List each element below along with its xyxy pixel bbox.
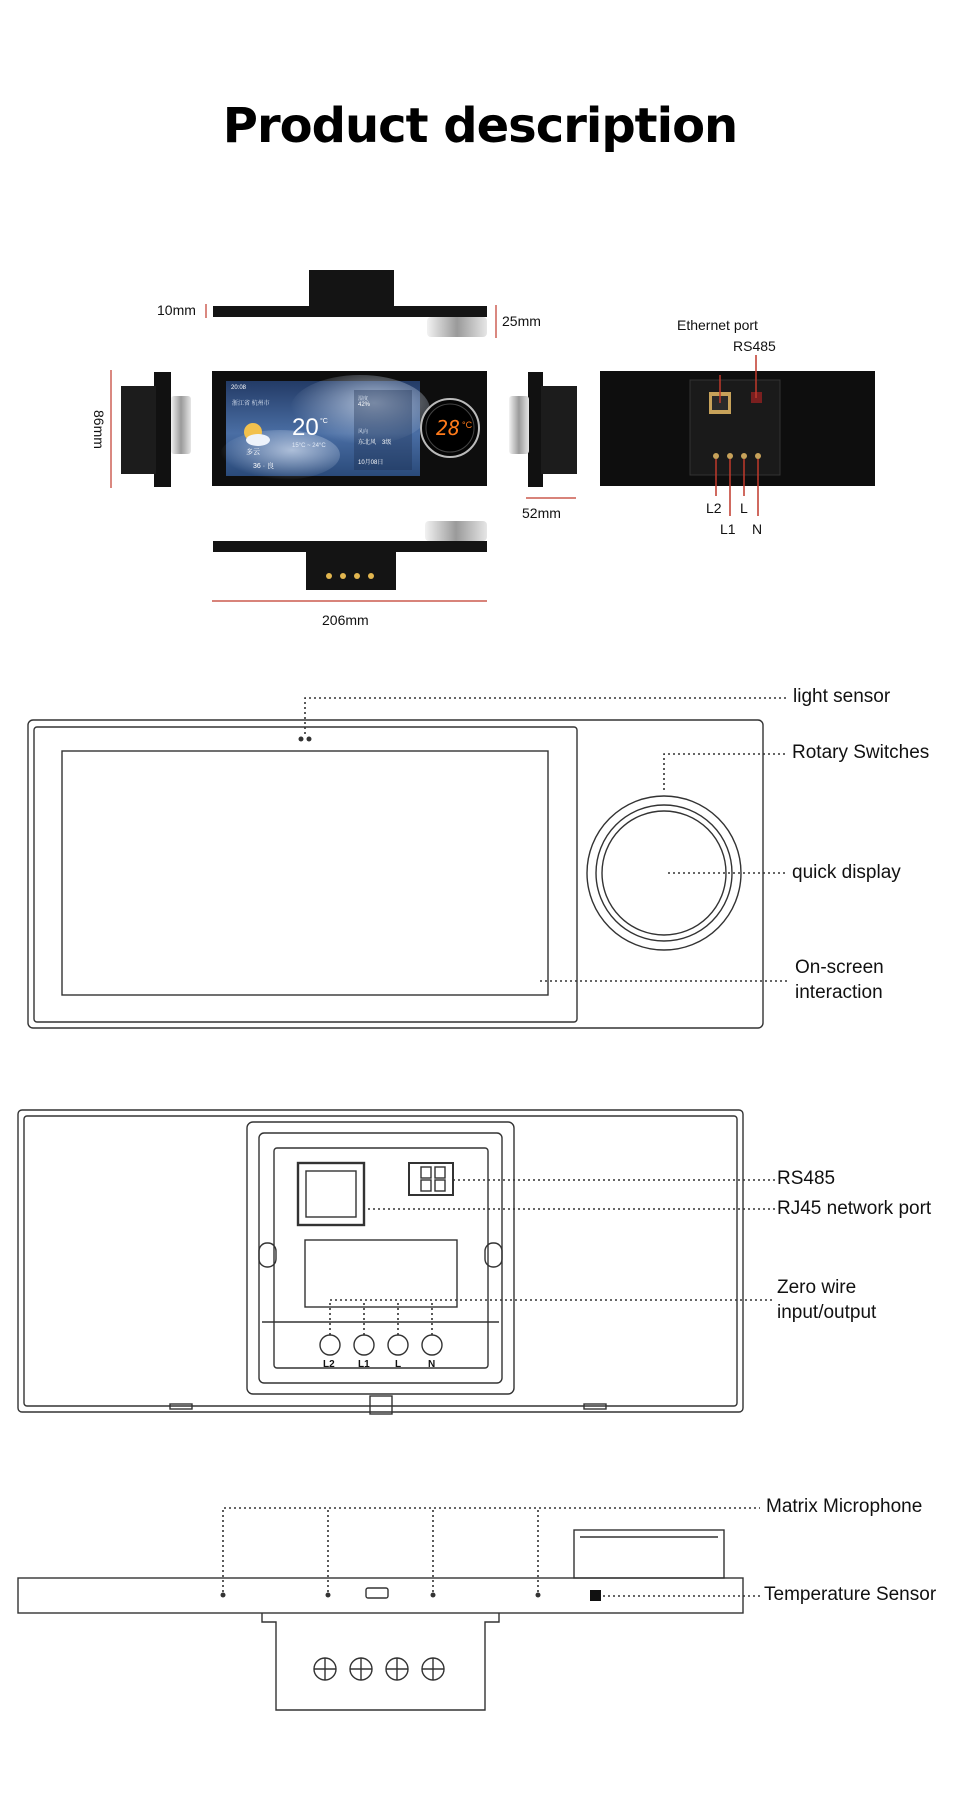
screen-humidity-label: 湿度 — [358, 396, 369, 402]
front-outline — [28, 720, 763, 1028]
dimension-views — [0, 0, 960, 640]
terminal-label-l: L — [395, 1359, 402, 1370]
label-light-sensor: light sensor — [793, 686, 891, 707]
screen-aqi: 36 · 良 — [253, 463, 275, 470]
terminal-label-l2: L2 — [323, 1359, 335, 1370]
screen-wind-level: 3级 — [382, 440, 392, 446]
right-side-view — [509, 372, 577, 498]
screen-humidity: 42% — [358, 402, 371, 408]
terminal-label-n: N — [428, 1359, 436, 1370]
knob-temperature: 28 — [436, 416, 461, 440]
label-terminal-l1: L1 — [720, 521, 736, 537]
dim-height: 86mm — [91, 410, 107, 449]
screen-temperature: 20 — [292, 414, 319, 441]
label-zero-wire: Zero wire input/output — [777, 1277, 877, 1323]
label-rj45-port: RJ45 network port — [777, 1198, 932, 1219]
dim-plate-thickness: 10mm — [157, 302, 196, 318]
label-on-screen-interaction: On-screen interaction — [795, 957, 884, 1003]
label-quick-display: quick display — [792, 862, 901, 883]
screen-condition: 多云 — [246, 449, 260, 456]
dim-width: 206mm — [322, 612, 369, 628]
bottom-view-photo — [212, 521, 487, 601]
knob-unit: °C — [462, 420, 473, 430]
screen-city: 浙江省 杭州市 — [232, 401, 270, 407]
screen-range: 15°C ~ 24°C — [292, 443, 326, 449]
screen-date: 10月08日 — [358, 460, 384, 466]
screen-wind-label: 风向 — [358, 429, 369, 435]
label-rs485-top: RS485 — [733, 338, 776, 354]
screen-time: 20:08 — [231, 385, 247, 391]
label-rotary-switches: Rotary Switches — [792, 742, 930, 763]
label-terminal-l2: L2 — [706, 500, 722, 516]
dim-depth: 52mm — [522, 505, 561, 521]
screen-unit: °C — [320, 418, 328, 425]
label-terminal-l: L — [740, 500, 748, 516]
screen-wind: 东北风 — [358, 440, 377, 446]
label-rs485: RS485 — [777, 1168, 836, 1189]
back-view-photo — [600, 355, 875, 516]
label-temperature-sensor: Temperature Sensor — [764, 1584, 937, 1605]
label-matrix-microphone: Matrix Microphone — [766, 1496, 923, 1517]
dim-knob-thickness: 25mm — [502, 313, 541, 329]
label-ethernet-port: Ethernet port — [677, 317, 758, 333]
label-terminal-n: N — [752, 521, 763, 537]
left-side-view — [111, 370, 191, 488]
top-view — [206, 270, 496, 338]
page-title: Product description — [222, 98, 738, 154]
terminal-label-l1: L1 — [358, 1359, 370, 1370]
